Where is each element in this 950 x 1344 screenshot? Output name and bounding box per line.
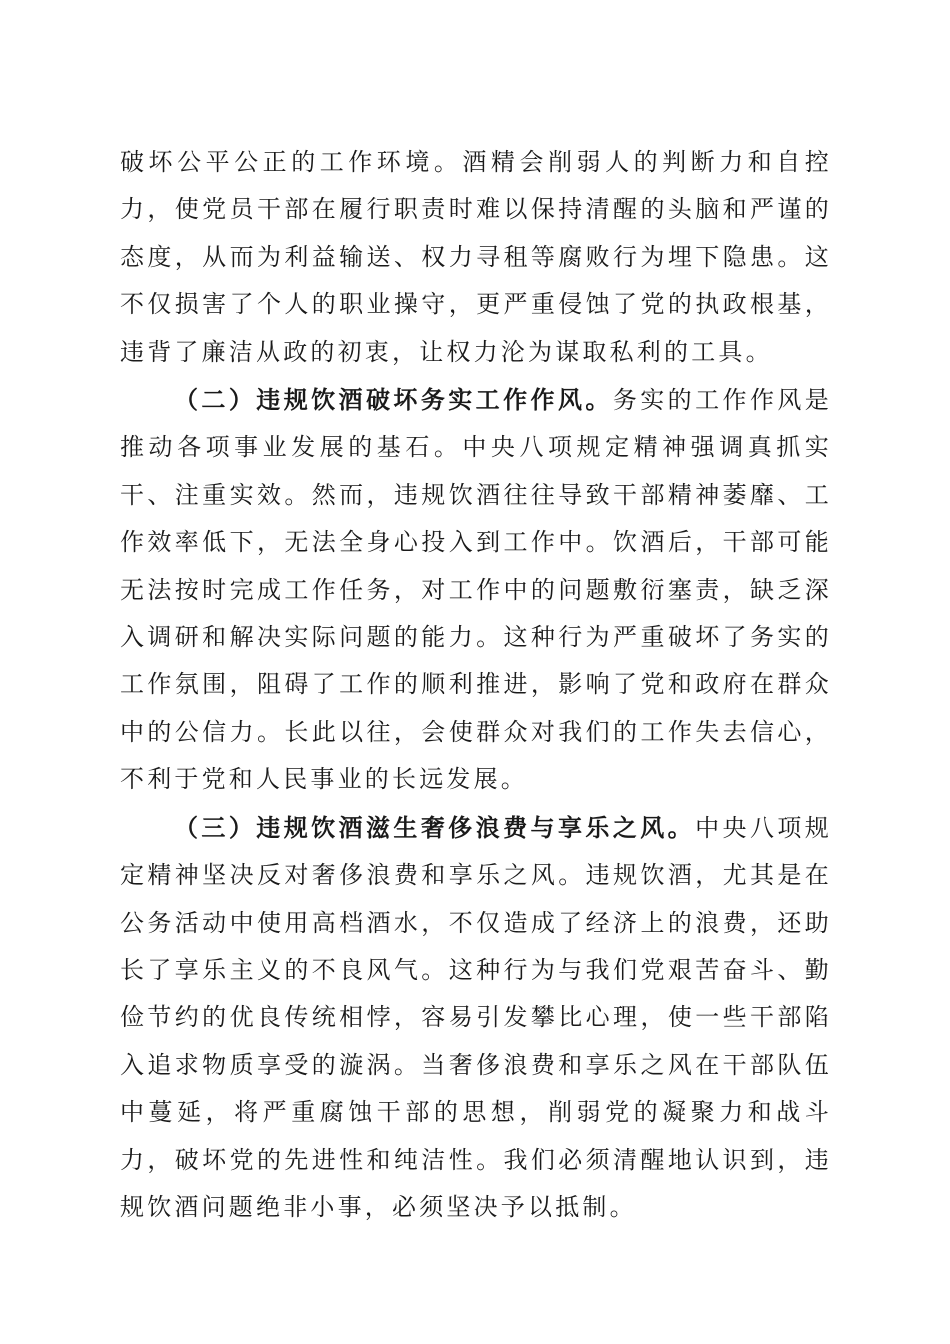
paragraph-text: 务实的工作作风是推动各项事业发展的基石。中央八项规定精神强调真抓实干、注重实效。然而，违规饮酒往往导致干部精神萎靡、工作效率低下，无法全身心投入到工作中。饮酒后，干部可能无法按时完成工作任务，对工作中的问题敷衍塞责，缺乏深入调研和解决实际问题的能力。这种行为严重破坏了务实的工作氛围，阻碍了工作的顺利推进，影响了党和政府在群众中的公信力。长此以往，会使群众对我们的工作失去信心，不利于党和人民事业的长远发展。 <box>120 386 832 794</box>
document-body <box>120 139 832 1231</box>
paragraph-section-2 <box>120 376 832 804</box>
paragraph-section-3 <box>120 804 832 1232</box>
paragraph-continuation <box>120 139 832 376</box>
section-heading: （三）违规饮酒滋生奢侈浪费与享乐之风。 <box>174 812 696 842</box>
section-heading: （二）违规饮酒破坏务实工作作风。 <box>174 385 613 415</box>
paragraph-text: 破坏公平公正的工作环境。酒精会削弱人的判断力和自控力，使党员干部在履行职责时难以保持清醒的头脑和严谨的态度，从而为利益输送、权力寻租等腐败行为埋下隐患。这不仅损害了个人的职业操守，更严重侵蚀了党的执政根基，违背了廉洁从政的初衷，让权力沦为谋取私利的工具。 <box>120 148 832 366</box>
paragraph-text: 中央八项规定精神坚决反对奢侈浪费和享乐之风。违规饮酒，尤其是在公务活动中使用高档酒水，不仅造成了经济上的浪费，还助长了享乐主义的不良风气。这种行为与我们党艰苦奋斗、勤俭节约的优良传统相悖，容易引发攀比心理，使一些干部陷入追求物质享受的漩涡。当奢侈浪费和享乐之风在干部队伍中蔓延，将严重腐蚀干部的思想，削弱党的凝聚力和战斗力，破坏党的先进性和纯洁性。我们必须清醒地认识到，违规饮酒问题绝非小事，必须坚决予以抵制。 <box>120 813 832 1221</box>
